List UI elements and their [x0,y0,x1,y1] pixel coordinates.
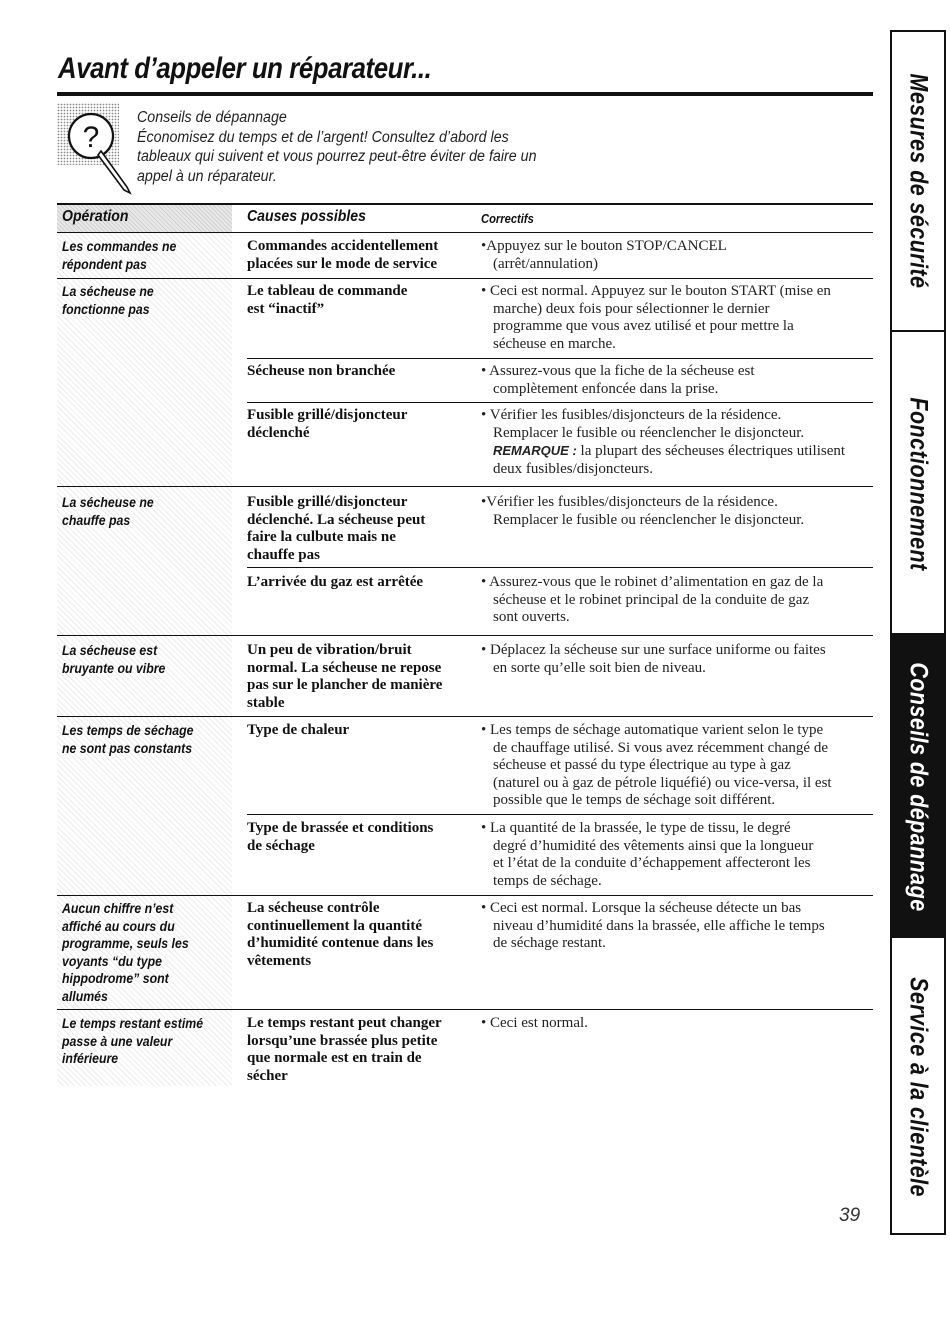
tips-line: tableaux qui suivent et vous pourrez peut-être éviter de faire un [137,148,537,165]
operation-line: programme, seuls les [62,935,189,951]
cause-line: Fusible grillé/disjoncteur [247,494,408,510]
cause-line: normal. La sécheuse ne repose [247,659,442,676]
fix-line: •Vérifier les fusibles/disjoncteurs de la résidence. [481,494,778,510]
tab-service-a-la-clientele[interactable] [892,936,944,1235]
fix-cell [481,238,873,273]
fix-line: possible que le temps de séchage soit différent. [493,792,776,808]
page-title: Avant d’appeler un réparateur... [58,52,432,85]
cause-cell [247,900,472,970]
operation-line: Aucun chiffre n’est [62,900,174,916]
row-divider [247,358,873,359]
cause-line: déclenché. La sécheuse peut [247,511,426,528]
cause-cell [247,574,472,592]
tips-line: appel à un réparateur. [137,167,277,185]
operation-line: bruyante ou vibre [62,659,166,676]
fix-line: et l’état de la conduite d’échappement affecteront les [493,855,811,871]
cause-cell [247,238,472,273]
fix-cell [481,1015,873,1033]
fix-line: • Ceci est normal. Lorsque la sécheuse détecte un bas [481,900,802,916]
operation-cell [62,238,212,273]
cause-line: continuellement la quantité [247,917,422,934]
fix-line: • Déplacez la sécheuse sur une surface uniforme ou faites [481,642,826,658]
cause-line: Le temps restant peut changer [247,1015,442,1031]
cause-line: chauffe pas [247,546,320,563]
tips-heading: Conseils de dépannage [137,109,287,126]
fix-line: programme que vous avez utilisé et pour mettre la [493,318,794,334]
operation-cell [62,283,212,318]
cause-line: faire la culbute mais ne [247,529,396,545]
tab-label: Service à la clientèle [904,976,933,1197]
cause-cell [247,722,472,740]
fix-cell [481,642,873,677]
fix-line: sécheuse et le robinet principal de la conduite de gaz [493,591,810,608]
operation-line: passe à une valeur [62,1032,173,1049]
svg-text:?: ? [82,121,100,154]
operation-line: Les commandes ne [62,238,177,254]
operation-line: répondent pas [62,255,147,272]
fix-line: niveau d’humidité dans la brassée, elle affiche le temps [493,917,825,934]
row-divider [247,814,873,815]
page-number: 39 [839,1205,861,1226]
cause-line: d’humidité contenue dans les [247,935,434,951]
fix-line: • Ceci est normal. Appuyez sur le bouton START (mise en [481,283,831,299]
cause-cell [247,363,472,381]
operation-line: Les temps de séchage [62,722,194,738]
fix-line: • Vérifier les fusibles/disjoncteurs de la résidence. [481,407,782,423]
cause-cell [247,407,472,442]
fix-line: (naturel ou à gaz de pétrole liquéfié) ou vice-versa, il est [493,774,832,791]
cause-cell [247,642,472,712]
cause-line: Type de brassée et conditions [247,820,434,836]
header-operation: Opération [62,208,129,225]
fix-line: de séchage restant. [493,935,606,951]
operation-line: voyants “du type [62,952,162,969]
title-underline [57,92,873,96]
question-mark-pen-icon [57,103,137,195]
tab-label: Mesures de sécurité [904,73,933,289]
operation-cell [62,1015,212,1068]
remark-text: la plupart des sécheuses électriques utilisent [576,443,846,459]
header-causes: Causes possibles [247,208,366,225]
cause-line: de séchage [247,837,315,854]
tab-label: Conseils de dépannage [904,661,933,912]
operation-line: La sécheuse ne [62,283,154,299]
fix-line: de chauffage utilisé. Si vous avez récemment changé de [493,739,829,756]
remark-label: REMARQUE : [493,443,577,458]
cause-line: L’arrivée du gaz est arrêtée [247,574,424,590]
operation-cell [62,642,212,677]
fix-line: • Les temps de séchage automatique varient selon le type [481,722,824,738]
fix-line: Remplacer le fusible ou réenclencher le disjoncteur. [493,424,805,441]
operation-line: fonctionne pas [62,300,150,317]
cause-line: déclenché [247,424,310,441]
cause-cell [247,283,472,318]
header-fixes: Correctifs [481,211,534,226]
operation-line: affiché au cours du [62,917,175,934]
operation-cell [62,494,212,529]
fix-cell [481,283,873,353]
cause-line: lorsqu’une brassée plus petite [247,1032,438,1049]
operation-cell [62,900,212,1005]
fix-cell [481,363,873,398]
operation-line: inférieure [62,1050,119,1066]
fix-line: • Assurez-vous que le robinet d’alimentation en gaz de la [481,574,824,590]
tab-mesures-de-securite[interactable] [892,32,944,330]
operation-line: allumés [62,987,108,1004]
fix-line: sécheuse et passé du type électrique au type à gaz [493,757,791,773]
row-divider [247,567,873,568]
section-tabs [890,30,946,1235]
cause-line: que normale est en train de [247,1050,422,1066]
tab-label: Fonctionnement [904,396,933,571]
operation-line: chauffe pas [62,511,131,528]
cause-line: est “inactif” [247,300,325,317]
cause-line: Type de chaleur [247,722,350,738]
operation-cell [62,722,212,757]
cause-line: stable [247,694,285,711]
cause-cell [247,494,472,564]
operation-line: Le temps restant estimé [62,1015,204,1031]
row-divider [247,402,873,403]
cause-line: Sécheuse non branchée [247,363,396,379]
tab-conseils-de-depannage[interactable] [892,633,944,938]
fix-line: • Ceci est normal. [481,1015,588,1031]
fix-cell [481,722,873,810]
fix-line: • La quantité de la brassée, le type de tissu, le degré [481,820,791,836]
cause-line: Fusible grillé/disjoncteur [247,407,408,423]
fix-line: sécheuse en marche. [493,335,616,352]
fix-line: deux fusibles/disjoncteurs. [493,460,653,477]
fix-line: sont ouverts. [493,609,570,625]
fix-cell [481,407,873,478]
tips-line: Économisez du temps et de l’argent! Consultez d’abord les [137,128,509,146]
cause-line: sécher [247,1067,288,1084]
cause-line: La sécheuse contrôle [247,900,380,916]
operation-line: hippodrome” sont [62,970,169,986]
fix-line: (arrêt/annulation) [493,255,598,272]
cause-cell [247,820,472,855]
cause-line: Commandes accidentellement [247,238,439,254]
tips-intro [137,108,537,186]
fix-line: marche) deux fois pour sélectionner le dernier [493,300,770,317]
fix-line: temps de séchage. [493,872,602,889]
fix-line: • Assurez-vous que la fiche de la sécheuse est [481,363,755,379]
operation-line: La sécheuse est [62,642,158,658]
tab-fonctionnement[interactable] [892,330,944,635]
fix-cell [481,900,873,953]
cause-line: placées sur le mode de service [247,255,438,272]
cause-line: Un peu de vibration/bruit [247,642,412,658]
cause-line: vêtements [247,952,312,969]
operation-line: ne sont pas constants [62,739,193,756]
fix-line: Remplacer le fusible ou réenclencher le disjoncteur. [493,511,805,528]
fix-line: complètement enfoncée dans la prise. [493,380,719,397]
remark-line [481,442,873,461]
cause-line: Le tableau de commande [247,283,408,299]
fix-cell [481,494,873,529]
fix-cell [481,574,873,627]
fix-line: •Appuyez sur le bouton STOP/CANCEL [481,238,727,254]
fix-cell [481,820,873,890]
fix-line: degré d’humidité des vêtements ainsi que la longueur [493,837,814,854]
cause-line: pas sur le plancher de manière [247,677,443,693]
fix-line: en sorte qu’elle soit bien de niveau. [493,659,706,676]
cause-cell [247,1015,472,1085]
operation-line: La sécheuse ne [62,494,154,510]
